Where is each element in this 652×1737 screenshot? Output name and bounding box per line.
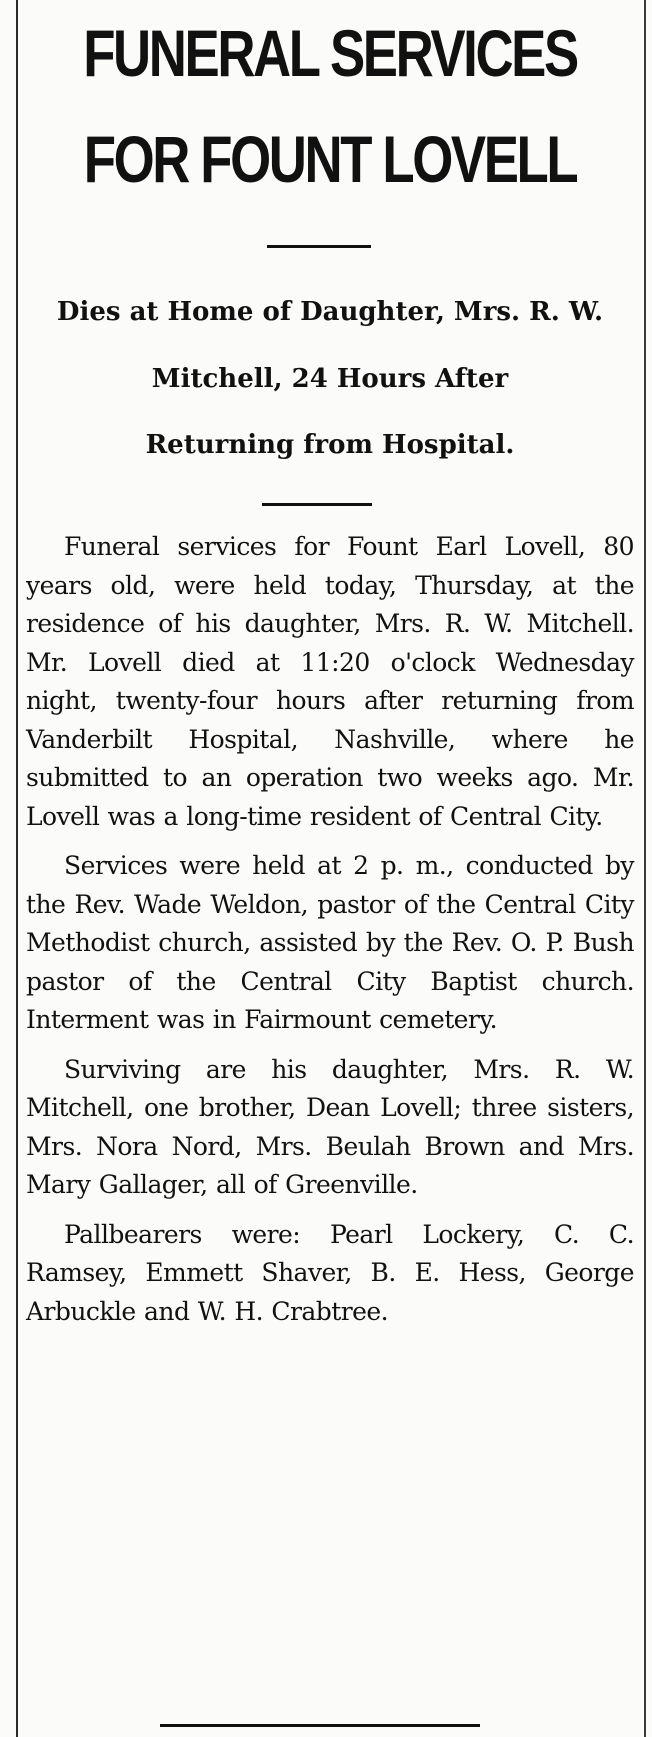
column-rule-right: [644, 0, 646, 1737]
article-paragraph: Funeral services for Fount Earl Lovell, 80 years old, were held today, Thursday, at the residence of his daughter, Mrs. R. W. Mitchell. Mr. Lovell died at 11:20 o'clock Wednesday night, twenty-four hours after returning from Vanderbilt Hospital, Nashville, where he submitted to an operation two weeks ago. Mr. Lovell was a long-time resident of Central City.: [26, 532, 634, 831]
headline-line-2: FOR FOUNT LOVELL: [83, 122, 577, 196]
subheadline-line-2: Mitchell, 24 Hours After: [151, 364, 509, 394]
article-paragraph: Pallbearers were: Pearl Lockery, C. C. Ramsey, Emmett Shaver, B. E. Hess, George Arbuckle and W. H. Crabtree.: [26, 1219, 634, 1326]
article-paragraph: Services were held at 2 p. m., conducted by the Rev. Wade Weldon, pastor of the Central City Methodist church, assisted by the Rev. O. P. Bush pastor of the Central City Baptist church. Interment was in Fairmount cemetery.: [26, 851, 634, 1034]
subheadline-divider: [262, 503, 372, 506]
headline-line-1: FUNERAL SERVICES: [83, 16, 577, 90]
subheadline-line-1: Dies at Home of Daughter, Mrs. R. W.: [56, 297, 604, 327]
subheadline-line-3: Returning from Hospital.: [145, 430, 515, 460]
article-body: [26, 528, 634, 1342]
article-paragraph: Surviving are his daughter, Mrs. R. W. Mitchell, one brother, Dean Lovell; three sisters, Mrs. Nora Nord, Mrs. Beulah Brown and Mrs. Mary Gallager, all of Greenville.: [26, 1054, 634, 1199]
headline-divider: [267, 245, 371, 248]
article-end-rule: [160, 1724, 480, 1727]
column-rule-left: [16, 0, 18, 1737]
